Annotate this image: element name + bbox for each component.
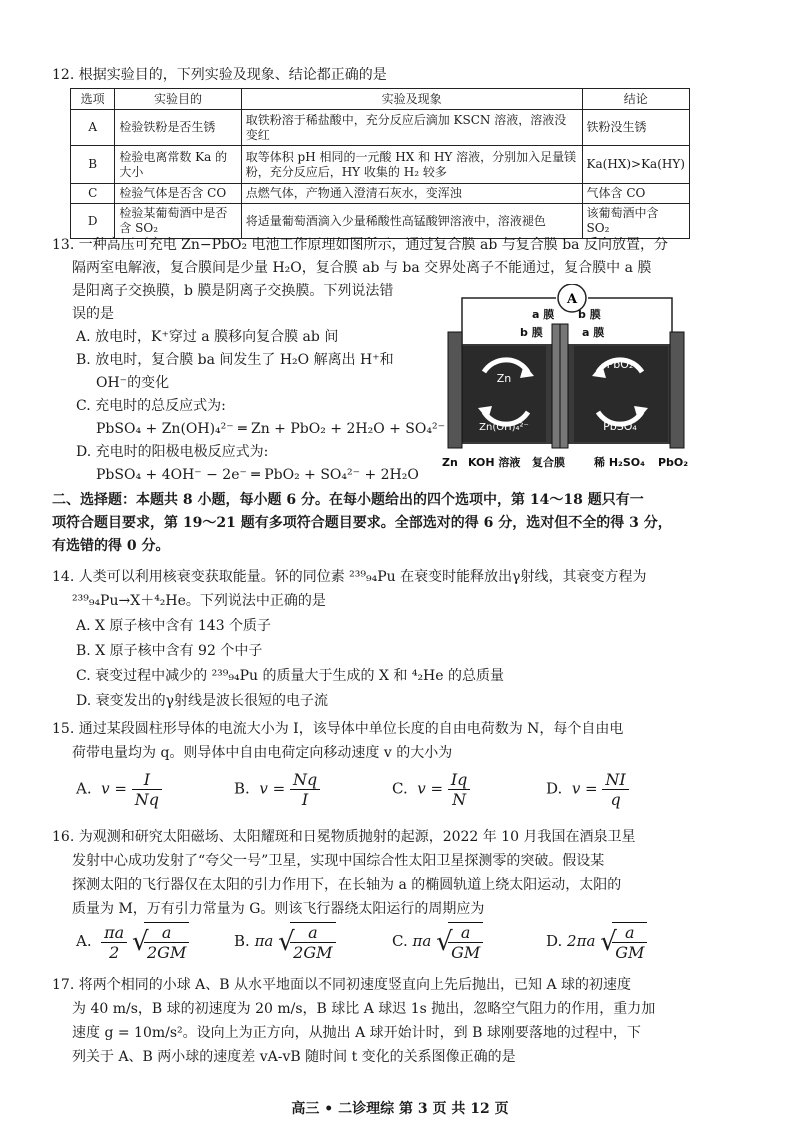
label-b-membrane-right: b 膜 [578,308,601,321]
q17-line2: 为 40 m/s，B 球的初速度为 20 m/s，B 球比 A 球迟 1s 抛出，忽略空气阻力的作用，重力加 [72,1001,656,1017]
q14-option-d: D. 衰变发出的γ射线是波长很短的电子流 [76,693,328,709]
q13-line1: 13. 一种高压可充电 Zn−PbO₂ 电池工作原理如图所示，通过复合膜 ab 与复合膜 ba 反向放置，分 [52,237,668,253]
q15-option-c: C. v = $\frac{Iq}{N}$ [392,770,470,809]
row-aim: 检验铁粉是否生锈 [115,110,241,146]
q13-line2: 隔两室电解液，复合膜间是少量 H₂O，复合膜 ab 与 ba 交界处离子不能通过，复合膜中 a 膜 [72,260,652,276]
row-phenomenon: 点燃气体，产物通入澄清石灰水，变浑浊 [241,184,582,204]
row-conclusion: 铁粉没生锈 [582,110,689,146]
q14-line1: 14. 人类可以利用核衰变获取能量。钚的同位素 ²³⁹₉₄Pu 在衰变时能释放出γ射线，其衰变方程为 [52,569,647,585]
q14-line2: ²³⁹₉₄Pu→X＋⁴₂He。下列说法中正确的是 [72,593,326,609]
table-row [71,204,690,239]
q14-option-c: C. 衰变过程中减少的 ²³⁹₉₄Pu 的质量大于生成的 X 和 ⁴₂He 的总质量 [76,668,504,684]
label-pbso4: PbSO₄ [603,420,637,433]
q15-option-a: A. v = $\frac{I}{Nq}$ [76,770,162,809]
header-phenomenon: 实验及现象 [241,89,582,110]
label-pbo2-inner: PbO₂ [606,358,634,371]
row-option: D [71,204,115,239]
q15-option-b: B. v = $\frac{Nq}{I}$ [234,770,320,809]
header-option: 选项 [71,89,115,110]
section2-line1: 二、选择题：本题共 8 小题，每小题 6 分。在每小题给出的四个选项中，第 14～18 题只有一 [52,492,644,508]
row-option: A [71,110,115,146]
label-b-membrane-left: b 膜 [520,326,543,339]
row-phenomenon: 取铁粉溶于稀盐酸中，充分反应后滴加 KSCN 溶液，溶液没变红 [241,110,582,146]
q13-option-d1: D. 充电时的阳极电极反应式为: [76,444,269,460]
section2-line2: 项符合题目要求，第 19～21 题有多项符合题目要求。全部选对的得 6 分，选对但不全的得 3 分， [52,515,672,531]
bottom-label-koh: KOH 溶液 [468,456,521,469]
q13-option-a: A. 放电时，K⁺穿过 a 膜移向复合膜 ab 间 [76,329,339,345]
row-option: B [71,146,115,184]
q17-line4: 列关于 A、B 两小球的速度差 vA-vB 随时间 t 变化的关系图像正确的是 [72,1049,516,1065]
q16-line3: 探测太阳的飞行器仅在太阳的引力作用下，在长轴为 a 的椭圆轨道上绕太阳运动，太阳的 [72,877,622,893]
table-row [71,146,690,184]
label-zn-inner: Zn [496,372,512,385]
ammeter-label: A [566,292,578,307]
q12-table [70,88,690,239]
q16-line4: 质量为 M，万有引力常量为 G。则该飞行器绕太阳运行的周期应为 [72,901,485,917]
label-a-membrane-left: a 膜 [532,308,555,321]
q16-line2: 发射中心成功发射了“夸父一号”卫星，实现中国综合性太阳卫星探测零的突破。假设某 [72,853,605,869]
label-znoh4: Zn(OH)₄²⁻ [479,422,529,433]
pbo2-electrode [670,332,684,448]
row-conclusion: Ka(HX)>Ka(HY) [582,146,689,184]
q13-option-c2: PbSO₄ + Zn(OH)₄²⁻ ═ Zn + PbO₂ + 2H₂O + SO₄²⁻ [96,421,445,437]
header-conclusion: 结论 [582,89,689,110]
row-aim: 检验某葡萄酒中是否含 SO₂ [115,204,241,239]
row-aim: 检验气体是否含 CO [115,184,241,204]
q12-stem: 12. 根据实验目的，下列实验及现象、结论都正确的是 [52,67,387,83]
row-phenomenon: 将适量葡萄酒滴入少量稀酸性高锰酸钾溶液中，溶液褪色 [241,204,582,239]
q16-option-c: C. πa √ $\frac{a}{GM}$ [392,922,483,962]
q17-line3: 速度 g = 10m/s²。设向上为正方向，从抛出 A 球开始计时，到 B 球刚要落地的过程中，下 [72,1025,641,1041]
q13-option-c1: C. 充电时的总反应式为: [76,398,226,414]
q14-option-a: A. X 原子核中含有 143 个质子 [76,618,272,634]
q13-line3: 是阳离子交换膜，b 膜是阴离子交换膜。下列说法错 [72,283,394,299]
q15-line1: 15. 通过某段圆柱形导体的电流大小为 I，该导体中单位长度的自由电荷数为 N，每个自由电 [52,721,624,737]
q14-option-b: B. X 原子核中含有 92 个中子 [76,643,263,659]
header-aim: 实验目的 [115,89,241,110]
bottom-label-zn: Zn [442,456,458,469]
row-conclusion: 气体含 CO [582,184,689,204]
page-footer: 高三 • 二诊理综 第 3 页 共 12 页 [291,1101,509,1117]
q15-line2: 荷带电量均为 q。则导体中自由电荷定向移动速度 v 的大小为 [72,745,453,761]
row-phenomenon: 取等体积 pH 相同的一元酸 HX 和 HY 溶液，分别加入足量镁粉，充分反应后，HY 收集的 H₂ 较多 [241,146,582,184]
table-row [71,184,690,204]
q13-line4: 误的是 [72,306,114,322]
row-option: C [71,184,115,204]
battery-diagram [432,284,692,474]
q17-line1: 17. 将两个相同的小球 A、B 从水平地面以不同初速度竖直向上先后抛出，已知 A 球的初速度 [52,977,632,993]
q15-option-d: D. v = $\frac{NI}{q}$ [546,770,629,809]
q13-option-b2: OH⁻的变化 [96,375,170,391]
label-a-membrane-right: a 膜 [582,326,605,339]
table-header-row [71,89,690,110]
bottom-label-membrane: 复合膜 [532,456,565,469]
zn-electrode [448,332,462,448]
row-aim: 检验电离常数 Ka 的大小 [115,146,241,184]
q16-option-d: D. 2πa √ $\frac{a}{GM}$ [546,922,647,962]
q16-option-a: A. $\frac{\pi a}{2}$ √ $\frac{a}{2GM}$ [76,922,189,962]
row-conclusion: 该葡萄酒中含 SO₂ [582,204,689,239]
section2-line3: 有选错的得 0 分。 [52,538,170,554]
bottom-label-pbo2: PbO₂ [658,456,689,469]
q16-option-b: B. πa √ $\frac{a}{2GM}$ [234,922,336,962]
q13-option-d2: PbSO₄ + 4OH⁻ − 2e⁻ ═ PbO₂ + SO₄²⁻ + 2H₂O [96,467,419,483]
q13-option-b1: B. 放电时，复合膜 ba 间发生了 H₂O 解离出 H⁺和 [76,352,394,368]
table-row [71,110,690,146]
q16-line1: 16. 为观测和研究太阳磁场、太阳耀斑和日冕物质抛射的起源，2022 年 10 月我国在酒泉卫星 [52,829,636,845]
bottom-label-h2so4: 稀 H₂SO₄ [594,456,645,469]
